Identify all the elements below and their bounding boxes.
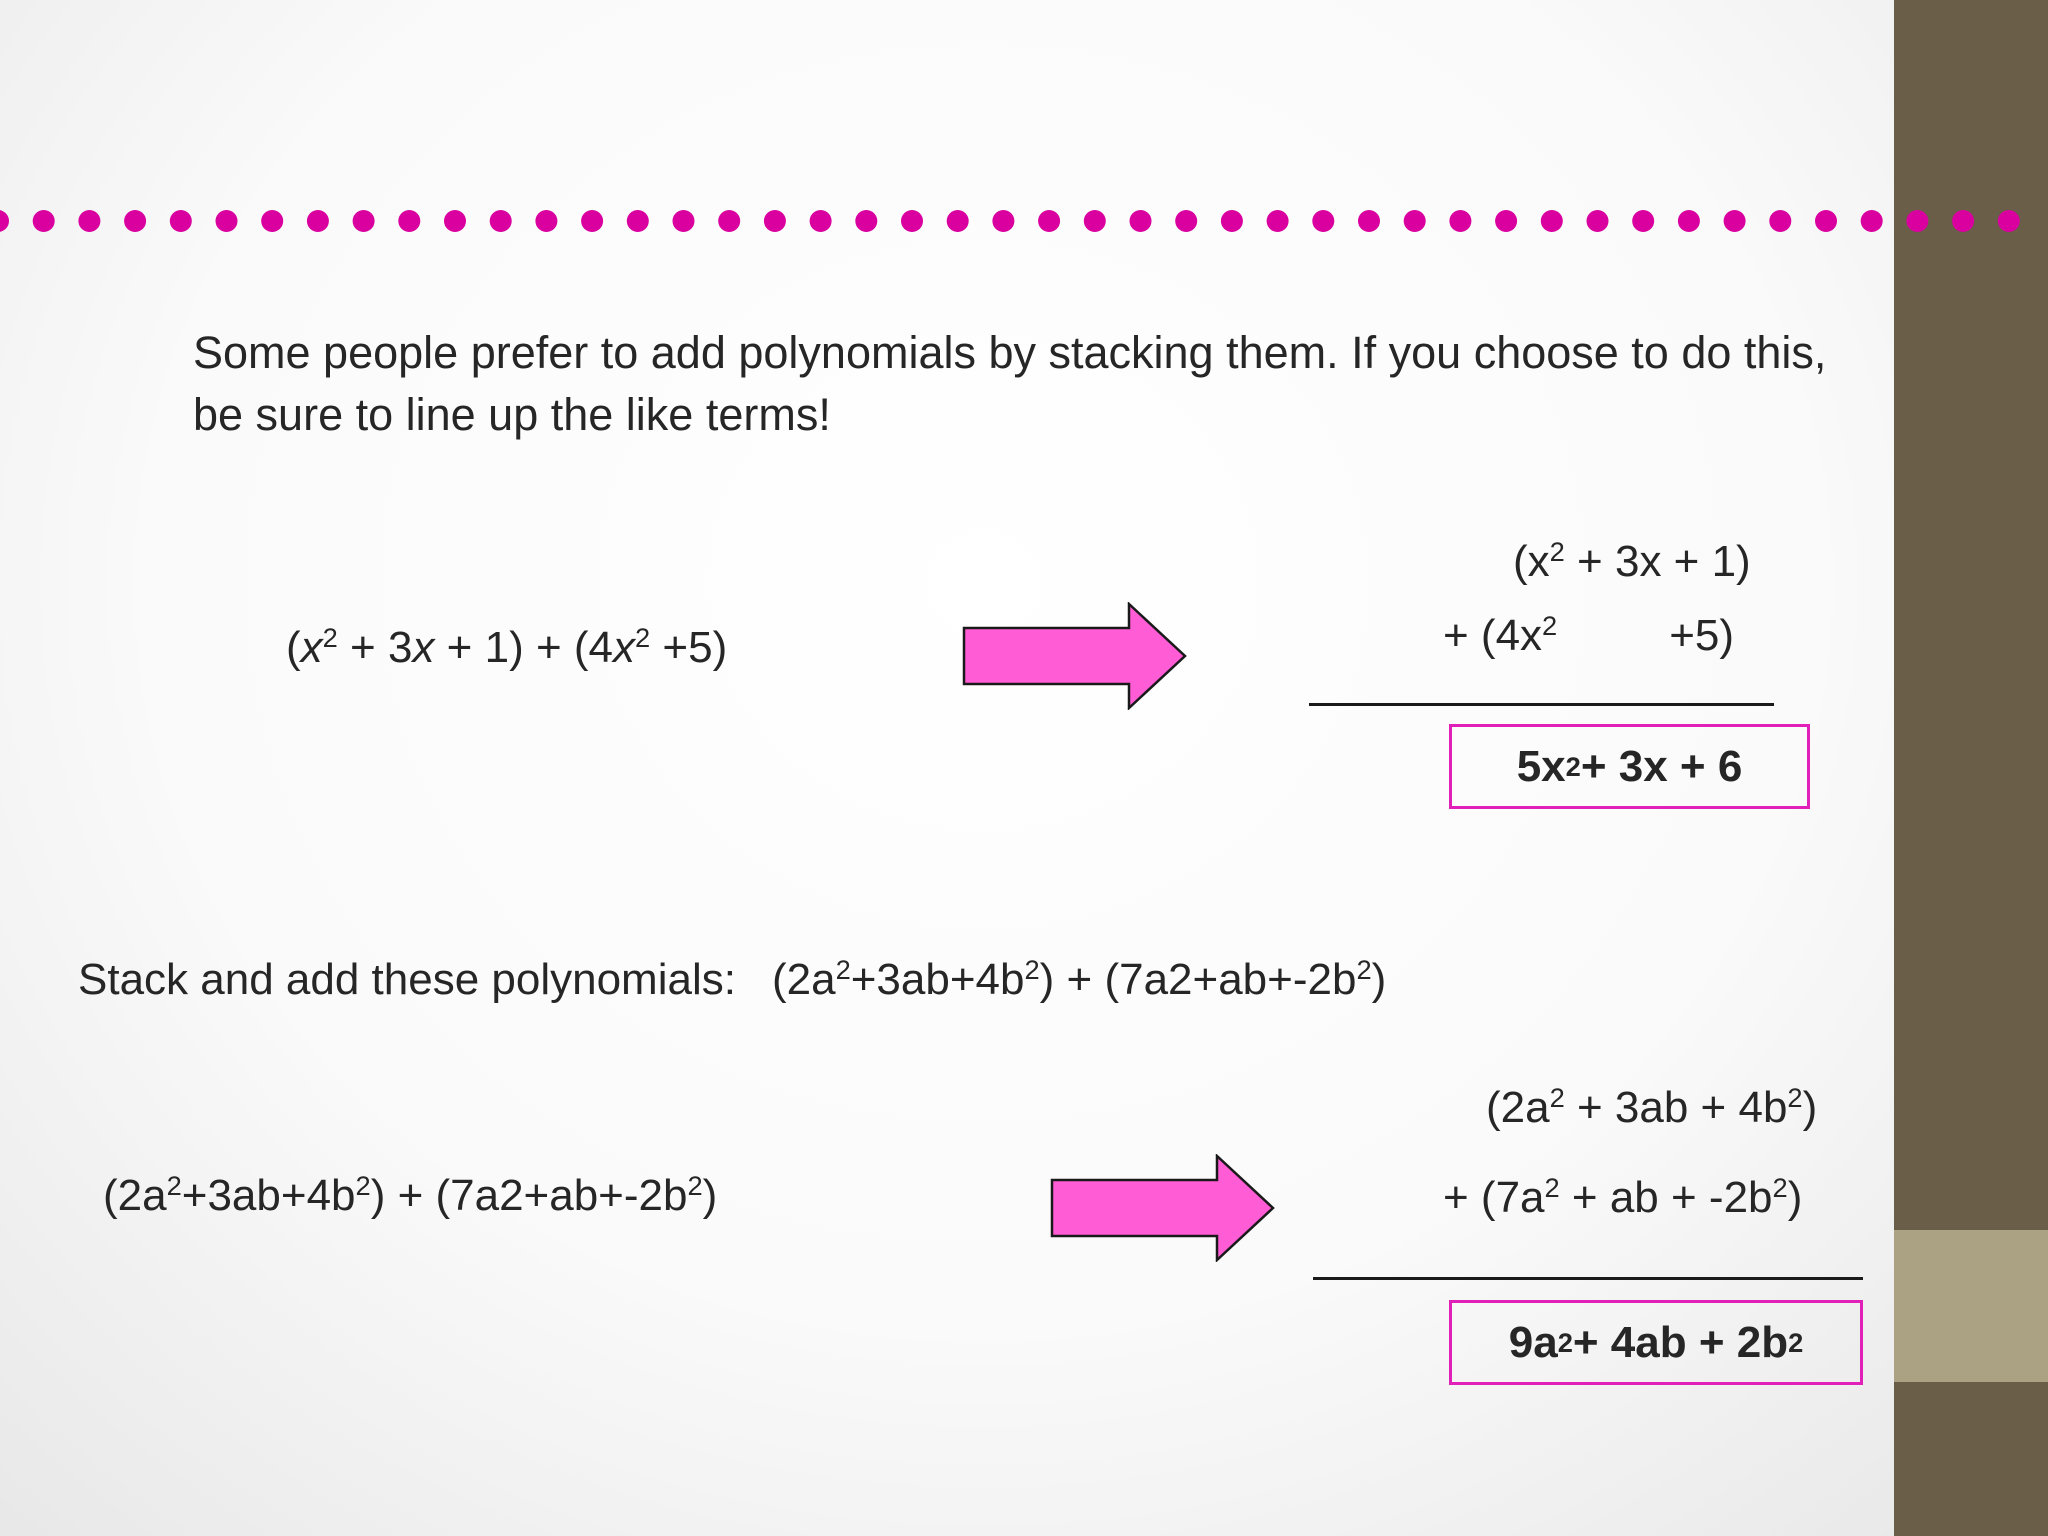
divider-dot xyxy=(398,210,420,232)
divider-dot xyxy=(490,210,512,232)
divider-dot xyxy=(124,210,146,232)
example2-answer-box: 9a 2 + 4ab + 2b 2 xyxy=(1449,1300,1863,1385)
example2-expression: $(2a^2+3ab+4b^2) + (7a2+ab+-2b^2)$ xyxy=(103,1170,718,1220)
divider-dot xyxy=(1175,210,1197,232)
intro-paragraph: Some people prefer to add polynomials by stacking them. If you choose to do this, be sure to line up the like terms! xyxy=(193,327,1827,440)
divider-dot xyxy=(1221,210,1243,232)
divider-dot xyxy=(1724,210,1746,232)
divider-dot xyxy=(33,210,55,232)
divider-dot xyxy=(1678,210,1700,232)
divider-dot xyxy=(1130,210,1152,232)
divider-dot xyxy=(718,210,740,232)
divider-dot xyxy=(1267,210,1289,232)
example1-expression: $(x^2 + 3x + 1) + (4x^2 +5)$ xyxy=(286,622,728,672)
divider-dot xyxy=(581,210,603,232)
divider-dot xyxy=(764,210,786,232)
divider-dot xyxy=(673,210,695,232)
divider-dot xyxy=(1358,210,1380,232)
example1-answer-box: 5x 2 + 3x + 6 xyxy=(1449,724,1810,809)
divider-dot xyxy=(1449,210,1471,232)
example2-stack-line1: $(2a^2 + 3ab + 4b^2)$ xyxy=(1486,1082,1818,1132)
divider-dot xyxy=(170,210,192,232)
dotted-divider xyxy=(0,0,2048,240)
right-arrow-icon xyxy=(1050,1154,1276,1262)
divider-dot xyxy=(947,210,969,232)
right-arrow-icon xyxy=(962,602,1188,710)
divider-dot xyxy=(1952,210,1974,232)
divider-dot xyxy=(216,210,238,232)
divider-dot xyxy=(1312,210,1334,232)
divider-dot xyxy=(1998,210,2020,232)
example2-sum-line xyxy=(1313,1277,1863,1280)
divider-dot xyxy=(1861,210,1883,232)
divider-dot xyxy=(1038,210,1060,232)
divider-dot xyxy=(535,210,557,232)
divider-dot xyxy=(307,210,329,232)
divider-dot xyxy=(1404,210,1426,232)
example1-stack-line2: + $(4x^2 +5)$ xyxy=(1443,610,1735,660)
divider-dot xyxy=(1587,210,1609,232)
divider-dot xyxy=(992,210,1014,232)
divider-dot xyxy=(353,210,375,232)
divider-dot xyxy=(627,210,649,232)
divider-dot xyxy=(855,210,877,232)
divider-dot xyxy=(1084,210,1106,232)
divider-dot xyxy=(1815,210,1837,232)
divider-dot xyxy=(444,210,466,232)
example2-stack-line2: + ($7a^2$ + ab + $-2b^2$) xyxy=(1443,1172,1803,1222)
example1-stack-line1: $(x^2 + 3x + 1)$ xyxy=(1513,536,1751,586)
divider-dot xyxy=(78,210,100,232)
divider-dot xyxy=(810,210,832,232)
side-panel-band xyxy=(1894,1230,2048,1382)
divider-dot xyxy=(0,210,9,232)
divider-dot xyxy=(1541,210,1563,232)
divider-dot xyxy=(1906,210,1928,232)
divider-dot xyxy=(901,210,923,232)
divider-dot xyxy=(1769,210,1791,232)
divider-dot xyxy=(1632,210,1654,232)
divider-dot xyxy=(1495,210,1517,232)
example1-sum-line xyxy=(1309,703,1774,706)
practice-prompt: Stack and add these polynomials: $(2a^2+3ab+4b^2) + (7a2+ab+-2b^2)$ xyxy=(78,954,1387,1004)
divider-dot xyxy=(261,210,283,232)
